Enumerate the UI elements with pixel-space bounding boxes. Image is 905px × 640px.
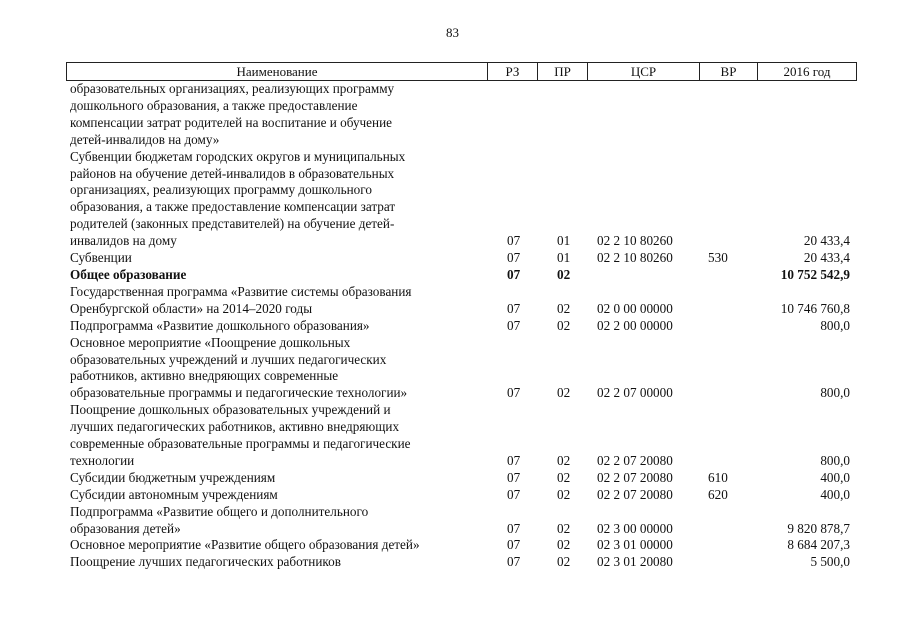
row-name: Субсидии автономным учреждениям [70, 486, 278, 502]
row-rz: 07 [507, 385, 521, 401]
row-pr: 02 [557, 520, 571, 536]
header-year: 2016 год [783, 64, 831, 79]
table-row [0, 470, 905, 487]
table-row [0, 318, 905, 335]
row-csr: 02 2 10 80260 [597, 250, 673, 266]
row-amount: 5 500,0 [810, 554, 850, 570]
row-csr: 02 2 07 20080 [597, 486, 673, 502]
budget-table [0, 81, 905, 571]
table-row [0, 149, 905, 250]
table-row [0, 504, 905, 538]
row-csr: 02 2 07 00000 [597, 385, 673, 401]
table-row-section [0, 267, 905, 284]
row-rz: 07 [507, 452, 521, 468]
row-csr: 02 3 00 00000 [597, 520, 673, 536]
table-row [0, 554, 905, 571]
page-number: 83 [446, 25, 459, 40]
row-rz: 07 [507, 266, 521, 282]
row-rz: 07 [507, 233, 521, 249]
table-row [0, 402, 905, 470]
row-pr: 02 [557, 300, 571, 316]
row-name: Поощрение лучших педагогических работников [70, 554, 341, 570]
row-name: Основное мероприятие «Поощрение дошкольных образовательных учреждений и лучших педагогических работников, активно внедряющих современные образовательные программы и педагогические технологии» [70, 334, 408, 401]
row-rz: 07 [507, 469, 521, 485]
row-vr: 530 [708, 250, 728, 266]
table-row [0, 284, 905, 318]
row-rz: 07 [507, 537, 521, 553]
row-name: Субвенции бюджетам городских округов и муниципальных районов на обучение детей-инвалидов в образовательных организациях, реализующих программу дошкольного образования, а также предоставление компенсации затрат родителей (законных представителей) на обучение детей- инвалидов на дому [70, 148, 406, 249]
row-rz: 07 [507, 486, 521, 502]
row-rz: 07 [507, 317, 521, 333]
row-csr: 02 0 00 00000 [597, 300, 673, 316]
row-rz: 07 [507, 250, 521, 266]
row-csr: 02 2 00 00000 [597, 317, 673, 333]
row-name: Подпрограмма «Развитие дошкольного образования» [70, 317, 370, 333]
table-row [0, 335, 905, 403]
row-name: Общее образование [70, 266, 187, 282]
row-name: образовательных организациях, реализующих программу дошкольного образования, а также предоставление компенсации затрат родителей на воспитание и обучение детей-инвалидов на дому» [70, 81, 395, 147]
row-pr: 01 [557, 250, 571, 266]
row-amount: 8 684 207,3 [787, 537, 850, 553]
row-name: Подпрограмма «Развитие общего и дополнительного образования детей» [70, 503, 369, 536]
row-amount: 10 752 542,9 [780, 266, 850, 282]
row-amount: 800,0 [820, 317, 850, 333]
row-amount: 10 746 760,8 [780, 300, 850, 316]
row-csr: 02 2 07 20080 [597, 469, 673, 485]
row-pr: 02 [557, 266, 571, 282]
table-row [0, 487, 905, 504]
header-vr: ВР [700, 63, 758, 80]
row-pr: 02 [557, 317, 571, 333]
row-pr: 02 [557, 452, 571, 468]
table-header [66, 62, 857, 81]
table-row [0, 81, 905, 149]
row-name: Основное мероприятие «Развитие общего образования детей» [70, 537, 420, 553]
row-rz: 07 [507, 300, 521, 316]
row-amount: 800,0 [820, 452, 850, 468]
row-vr: 610 [708, 469, 728, 485]
row-rz: 07 [507, 520, 521, 536]
row-amount: 800,0 [820, 385, 850, 401]
row-pr: 02 [557, 554, 571, 570]
header-pr: ПР [538, 63, 588, 80]
header-name: Наименование [67, 63, 488, 80]
row-amount: 9 820 878,7 [787, 520, 850, 536]
row-pr: 02 [557, 469, 571, 485]
header-csr: ЦСР [588, 63, 700, 80]
row-pr: 01 [557, 233, 571, 249]
row-amount: 400,0 [820, 486, 850, 502]
row-rz: 07 [507, 554, 521, 570]
row-pr: 02 [557, 385, 571, 401]
row-name: Поощрение дошкольных образовательных учреждений и лучших педагогических работников, активно внедряющих современные образовательные программы и педагогические технологии [70, 402, 411, 468]
row-pr: 02 [557, 486, 571, 502]
row-csr: 02 2 07 20080 [597, 452, 673, 468]
table-row [0, 537, 905, 554]
header-rz: РЗ [488, 63, 538, 80]
row-csr: 02 3 01 20080 [597, 554, 673, 570]
row-csr: 02 3 01 00000 [597, 537, 673, 553]
row-name: Субвенции [70, 250, 132, 266]
row-amount: 20 433,4 [803, 233, 850, 249]
table-row [0, 250, 905, 267]
row-name: Государственная программа «Развитие системы образования Оренбургской области» на 2014–2020 годы [70, 283, 412, 316]
row-amount: 400,0 [820, 469, 850, 485]
row-name: Субсидии бюджетным учреждениям [70, 469, 276, 485]
row-vr: 620 [708, 486, 728, 502]
row-csr: 02 2 10 80260 [597, 233, 673, 249]
row-amount: 20 433,4 [803, 250, 850, 266]
row-pr: 02 [557, 537, 571, 553]
